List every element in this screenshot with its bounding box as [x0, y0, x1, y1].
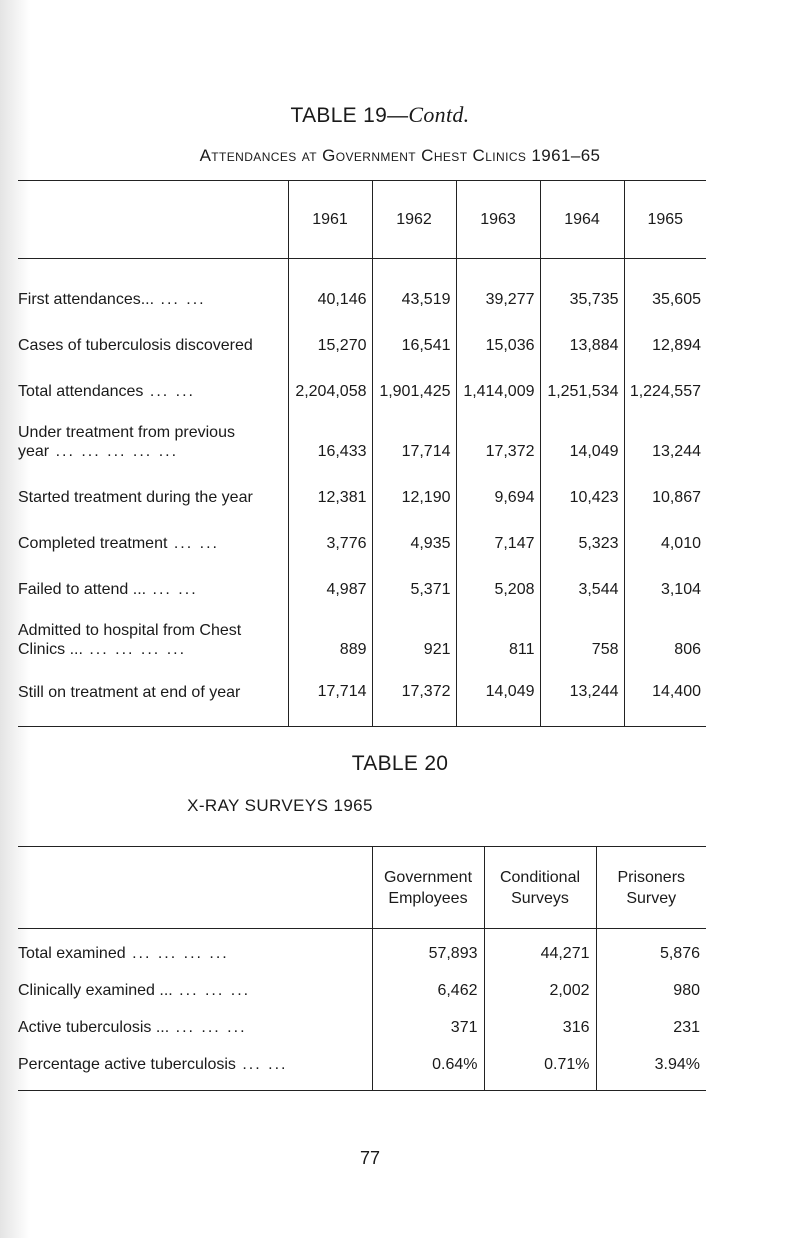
row-label: Failed to attend ... ... ...: [18, 580, 198, 598]
cell-value: 40,146: [288, 259, 372, 321]
cell-value: 0.71%: [484, 1043, 596, 1091]
page-number: 77: [359, 1148, 381, 1168]
cell-value: 10,423: [540, 473, 624, 519]
row-label: Admitted to hospital from Chest Clinics ... ... ... ... ...: [18, 621, 242, 658]
table20-heading: TABLE 20: [351, 752, 449, 775]
cell-value: 16,541: [372, 321, 456, 367]
table-row: [18, 473, 706, 519]
cell-value: 35,605: [624, 259, 706, 321]
cell-value: 231: [596, 1006, 706, 1043]
table19-heading-suffix: Contd.: [408, 102, 470, 127]
cell-value: 1,251,534: [540, 367, 624, 413]
cell-value: 4,010: [624, 519, 706, 565]
table-row: [18, 611, 706, 671]
cell-value: 14,049: [540, 413, 624, 473]
table-row: [18, 929, 706, 969]
table-row: [18, 367, 706, 413]
table19-year-header: 1962: [372, 181, 456, 259]
cell-value: 13,244: [540, 671, 624, 727]
cell-value: 4,987: [288, 565, 372, 611]
cell-value: 35,735: [540, 259, 624, 321]
table-row: [18, 671, 706, 727]
cell-value: 4,935: [372, 519, 456, 565]
cell-value: 371: [372, 1006, 484, 1043]
cell-value: 10,867: [624, 473, 706, 519]
table-row: [18, 259, 706, 321]
row-label: Cases of tuberculosis discovered: [18, 336, 253, 354]
cell-value: 12,190: [372, 473, 456, 519]
cell-value: 13,884: [540, 321, 624, 367]
row-label: Under treatment from previous year ... ... ... ... ...: [18, 423, 235, 460]
row-label: First attendances... ... ...: [18, 290, 206, 308]
table-row: [18, 321, 706, 367]
row-label: Still on treatment at end of year: [18, 671, 288, 727]
table19-year-header: 1964: [540, 181, 624, 259]
cell-value: 921: [372, 611, 456, 671]
column-header-prisoners-survey: Prisoners Survey: [596, 847, 706, 929]
table19-year-header: 1961: [288, 181, 372, 259]
row-label: Total attendances ... ...: [18, 382, 195, 400]
column-header-conditional-surveys: Conditional Surveys: [484, 847, 596, 929]
cell-value: 889: [288, 611, 372, 671]
cell-value: 13,244: [624, 413, 706, 473]
cell-value: 6,462: [372, 969, 484, 1006]
table19-header-row: [18, 181, 706, 259]
cell-value: 1,901,425: [372, 367, 456, 413]
table19-heading: [0, 102, 760, 128]
table19-attendances: [18, 180, 706, 727]
row-label: Completed treatment ... ...: [18, 534, 219, 552]
table20-xray-surveys: [18, 846, 706, 1091]
table-row: [18, 1043, 706, 1091]
cell-value: 12,894: [624, 321, 706, 367]
table19-year-header: 1965: [624, 181, 706, 259]
cell-value: 811: [456, 611, 540, 671]
cell-value: 15,036: [456, 321, 540, 367]
table20-header-blank: [18, 847, 372, 929]
row-label: Total examined ... ... ... ...: [18, 944, 229, 962]
table19-header-blank: [18, 181, 288, 259]
cell-value: 5,323: [540, 519, 624, 565]
cell-value: 3,544: [540, 565, 624, 611]
table20-subtitle: X-RAY SURVEYS 1965: [187, 796, 373, 815]
cell-value: 2,002: [484, 969, 596, 1006]
table-row: [18, 1006, 706, 1043]
cell-value: 3.94%: [596, 1043, 706, 1091]
cell-value: 806: [624, 611, 706, 671]
table19-subtitle: Attendances at Government Chest Clinics 1961–65: [199, 146, 601, 165]
row-label: Active tuberculosis ... ... ... ...: [18, 1018, 247, 1036]
cell-value: 0.64%: [372, 1043, 484, 1091]
cell-value: 5,208: [456, 565, 540, 611]
cell-value: 57,893: [372, 929, 484, 969]
cell-value: 17,372: [456, 413, 540, 473]
cell-value: 980: [596, 969, 706, 1006]
row-label: Started treatment during the year: [18, 488, 253, 506]
cell-value: 16,433: [288, 413, 372, 473]
cell-value: 3,104: [624, 565, 706, 611]
cell-value: 39,277: [456, 259, 540, 321]
cell-value: 7,147: [456, 519, 540, 565]
row-label: Clinically examined ... ... ... ...: [18, 981, 251, 999]
cell-value: 5,876: [596, 929, 706, 969]
cell-value: 14,400: [624, 671, 706, 727]
row-label: Percentage active tuberculosis ... ...: [18, 1043, 372, 1091]
cell-value: 17,372: [372, 671, 456, 727]
table-row: [18, 565, 706, 611]
cell-value: 1,414,009: [456, 367, 540, 413]
cell-value: 316: [484, 1006, 596, 1043]
cell-value: 43,519: [372, 259, 456, 321]
table19-heading-prefix: TABLE 19—: [290, 104, 409, 127]
table-row: [18, 413, 706, 473]
cell-value: 758: [540, 611, 624, 671]
cell-value: 2,204,058: [288, 367, 372, 413]
cell-value: 5,371: [372, 565, 456, 611]
cell-value: 9,694: [456, 473, 540, 519]
cell-value: 17,714: [288, 671, 372, 727]
cell-value: 12,381: [288, 473, 372, 519]
cell-value: 15,270: [288, 321, 372, 367]
table19-year-header: 1963: [456, 181, 540, 259]
table-row: [18, 969, 706, 1006]
cell-value: 3,776: [288, 519, 372, 565]
cell-value: 44,271: [484, 929, 596, 969]
column-header-government-employees: Government Employees: [372, 847, 484, 929]
table20-header-row: [18, 847, 706, 929]
cell-value: 1,224,557: [624, 367, 706, 413]
cell-value: 17,714: [372, 413, 456, 473]
cell-value: 14,049: [456, 671, 540, 727]
table-row: [18, 519, 706, 565]
